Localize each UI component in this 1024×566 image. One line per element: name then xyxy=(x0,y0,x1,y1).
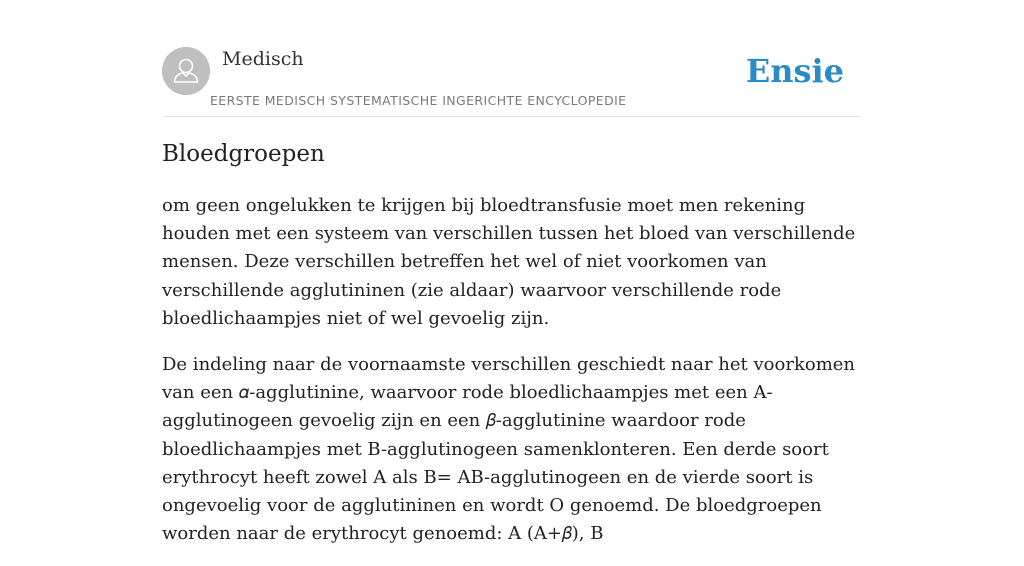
user-icon[interactable] xyxy=(162,47,210,95)
category-link[interactable]: Medisch xyxy=(222,48,304,70)
site-subtitle: EERSTE MEDISCH SYSTEMATISCHE INGERICHTE ENCYCLOPEDIE xyxy=(210,93,627,108)
site-header xyxy=(162,47,862,117)
page-title: Bloedgroepen xyxy=(162,141,325,167)
brand-logo[interactable]: Ensie xyxy=(745,52,844,90)
article-paragraph: De indeling naar de voornaamste verschillen geschiedt naar het voorkomen van een 𝛼-agglutinine, waarvoor rode bloedlichaampjes met een A-agglutinogeen gevoelig zijn en een 𝛽-agglutinine waardoor rode bloedlichaampjes met B-agglutinogeen samenklonteren. Een derde soort erythrocyt heeft zowel A als B= AB-agglutinogeen en de vierde soort is ongevoelig voor de agglutininen en wordt O genoemd. De bloedgroepen worden naar de erythrocyt genoemd: A (A+𝛽), B xyxy=(162,354,856,545)
article-paragraph: om geen ongelukken te krijgen bij bloedtransfusie moet men rekening houden met een systeem van verschillen tussen het bloed van verschillende mensen. Deze verschillen betreffen het wel of niet voorkomen van verschillende agglutininen (zie aldaar) waarvoor verschillende rode bloedlichaampjes niet of wel gevoelig zijn. xyxy=(162,195,856,329)
article-body xyxy=(162,192,864,566)
